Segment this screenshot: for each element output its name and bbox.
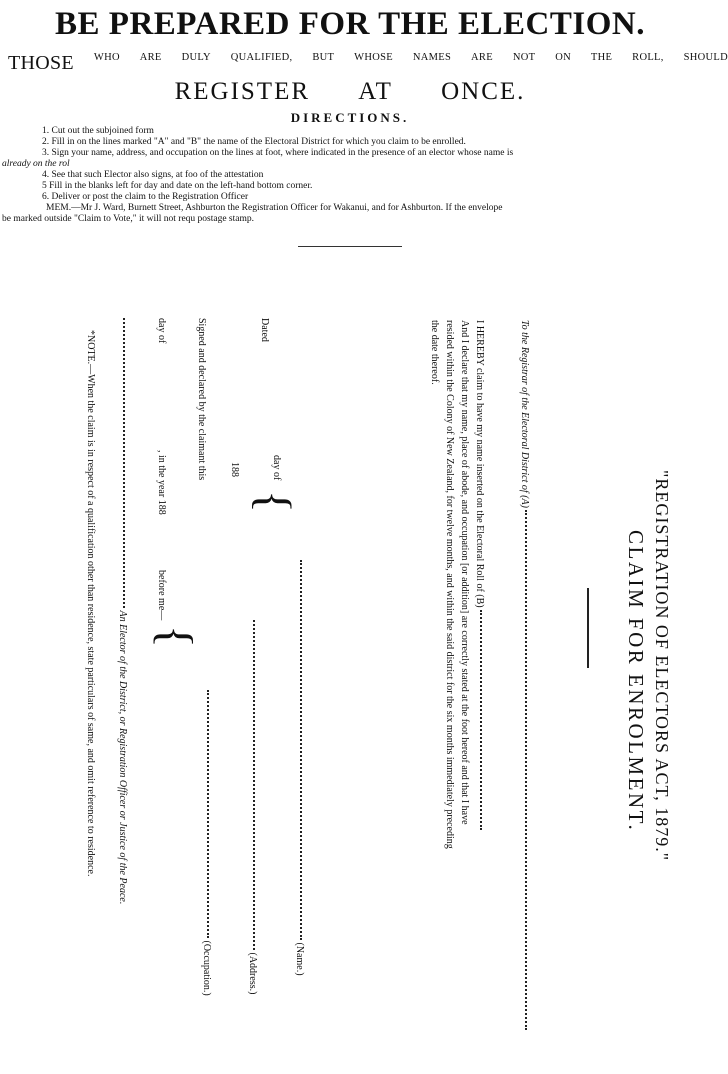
dated-label: Dated <box>259 318 270 342</box>
signed-line: Signed and declared by the claimant this <box>196 318 207 481</box>
intro-word: NAMES <box>412 52 452 63</box>
address-blank[interactable] <box>253 620 256 950</box>
note-line: *NOTE.—When the claim is in respect of a qualification other than residence, state particulars of same, and omit reference to residence. <box>85 330 96 877</box>
occupation-line <box>201 690 212 996</box>
direction-5: 5 Fill in the blanks left for day and date on the left-hand bottom corner. <box>42 181 313 191</box>
claim-line-2: And I declare that my name, place of abode, and occupation [or addition] are correctly stated at the foot hereof and that I have <box>459 320 470 825</box>
intro-word: QUALIFIED, <box>230 52 293 63</box>
dated-brace: } <box>243 490 296 514</box>
intro-word: SHOULD <box>683 52 728 63</box>
intro-word: ROLL, <box>632 52 664 63</box>
occupation-blank[interactable] <box>207 690 210 938</box>
memo-line-cont: be marked outside "Claim to Vote," it will not requ postage stamp. <box>2 214 254 224</box>
direction-1: 1. Cut out the subjoined form <box>42 126 154 136</box>
name-line <box>294 560 305 976</box>
district-a-blank[interactable] <box>525 510 528 1030</box>
register-word: REGISTER <box>174 78 311 105</box>
headline: BE PREPARED FOR THE ELECTION. <box>55 6 645 42</box>
occupation-label: (Occupation.) <box>201 940 212 996</box>
before-me: before me— <box>156 570 167 621</box>
day-of-2: day of <box>156 318 167 344</box>
intro-word: BUT <box>312 52 335 63</box>
intro-word: NOT <box>512 52 536 63</box>
form-subtitle: CLAIM FOR ENROLMENT. <box>624 530 648 833</box>
district-b-blank[interactable] <box>480 610 483 830</box>
claim-text-1: I HEREBY claim to have my name inserted on the Electoral Roll of (B) <box>474 320 485 608</box>
elector-label: An Elector of the District, or Registration Officer or Justice of the Peace. <box>117 610 128 905</box>
in-the-year: , in the year 188 <box>156 450 167 515</box>
intro-word: ARE <box>139 52 162 63</box>
intro-word: ARE <box>471 52 493 63</box>
register-word: ONCE. <box>441 78 526 105</box>
intro-word: DULY <box>181 52 211 63</box>
memo-line: MEM.—Mr J. Ward, Burnett Street, Ashburton the Registration Officer for Wakanui, and for Ashburton. If the envelope <box>46 203 503 213</box>
to-registrar-line <box>519 320 530 1030</box>
direction-4: 4. See that such Elector also signs, at foo of the attestation <box>42 170 264 180</box>
direction-3-cont: already on the rol <box>2 159 70 169</box>
claim-line-1 <box>474 320 485 830</box>
direction-6: 6. Deliver or post the claim to the Registration Officer <box>42 192 249 202</box>
name-label: (Name.) <box>294 942 305 976</box>
elector-signature-blank[interactable] <box>123 318 126 608</box>
form-title: "REGISTRATION OF ELECTORS ACT, 1879." <box>652 470 672 862</box>
dated-year: 188 <box>229 462 240 477</box>
intro-word: WHO <box>93 52 120 63</box>
elector-line <box>117 318 128 904</box>
directions-title: DIRECTIONS. <box>290 110 410 125</box>
claim-line-3: resided within the Colony of New Zealand, for twelve months, and within the said district for the six months immediately preceding <box>444 320 455 849</box>
intro-word: THE <box>590 52 613 63</box>
intro-word: WHOSE <box>354 52 393 63</box>
before-me-brace: { <box>149 625 202 649</box>
direction-3: 3. Sign your name, address, and occupation on the lines at foot, where indicated in the presence of an elector whose name is <box>42 148 514 158</box>
address-line <box>247 620 258 994</box>
address-label: (Address.) <box>247 952 258 995</box>
name-blank[interactable] <box>300 560 303 940</box>
intro-word: ON <box>555 52 572 63</box>
claim-line-4: the date thereof. <box>429 320 440 385</box>
intro-word-0: THOSE <box>8 52 74 74</box>
to-registrar-label: To the Registrar of the Electoral District of (A) <box>519 320 530 508</box>
dated-day-of: day of <box>271 455 282 481</box>
subtitle-rule <box>587 588 589 668</box>
register-word: AT <box>358 78 393 105</box>
direction-2: 2. Fill in on the lines marked "A" and "B" the name of the Electoral District for which you claim to be enrolled. <box>42 137 466 147</box>
